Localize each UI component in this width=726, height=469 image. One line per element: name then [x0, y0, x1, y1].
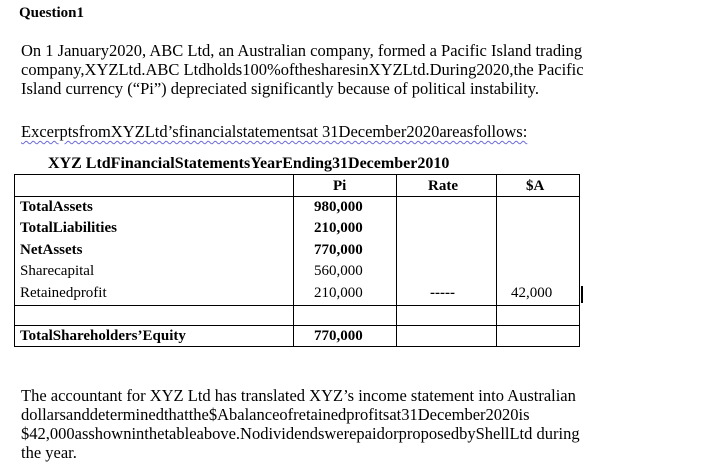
row-aud-value: 42,000 — [511, 285, 553, 301]
column-header-aud: $A — [526, 178, 545, 194]
row-label: TotalShareholders’Equity — [20, 328, 186, 344]
question-heading: Question1 — [19, 5, 85, 21]
financial-statement-table — [14, 174, 580, 347]
row-pi-value: 770,000 — [314, 242, 363, 258]
intro-line: On 1 January2020, ABC Ltd, an Australian company, formed a Pacific Island trading — [21, 41, 583, 60]
intro-line: company,XYZLtd.ABC Ltdholds100%ofthesharesinXYZLtd.During2020,the Pacific — [21, 60, 584, 79]
outro-line: dollarsanddeterminedthatthe$Abalanceofretainedprofitsat31December2020is — [21, 405, 530, 424]
row-pi-value: 980,000 — [314, 199, 363, 215]
outro-paragraph — [21, 386, 580, 462]
row-pi-value: 770,000 — [314, 328, 363, 344]
row-label: Sharecapital — [20, 263, 95, 279]
text-cursor — [581, 286, 583, 303]
intro-line: Island currency (“Pi”) depreciated significantly because of political instability. — [21, 79, 540, 98]
row-label: NetAssets — [20, 242, 83, 258]
row-label: Retainedprofit — [20, 285, 107, 301]
outro-line: the year. — [21, 443, 77, 462]
intro-paragraph — [21, 41, 584, 98]
row-pi-value: 560,000 — [314, 263, 363, 279]
row-label: TotalLiabilities — [20, 220, 117, 236]
row-label: TotalAssets — [20, 199, 93, 215]
column-header-pi: Pi — [333, 178, 347, 194]
outro-line: $42,000asshowninthetableabove.NodividendswerepaidorproposedbyShellLtd during — [21, 424, 580, 443]
outro-line: The accountant for XYZ Ltd has translated XYZ’s income statement into Australian — [21, 386, 576, 405]
column-header-rate: Rate — [428, 178, 458, 194]
row-pi-value: 210,000 — [314, 220, 363, 236]
row-pi-value: 210,000 — [314, 285, 363, 301]
table-title: XYZ LtdFinancialStatementsYearEnding31December2010 — [48, 155, 450, 172]
row-rate-value: ----- — [430, 285, 455, 301]
excerpt-line: ExcerptsfromXYZLtd’sfinancialstatementsat 31December2020areasfollows: — [21, 122, 528, 141]
